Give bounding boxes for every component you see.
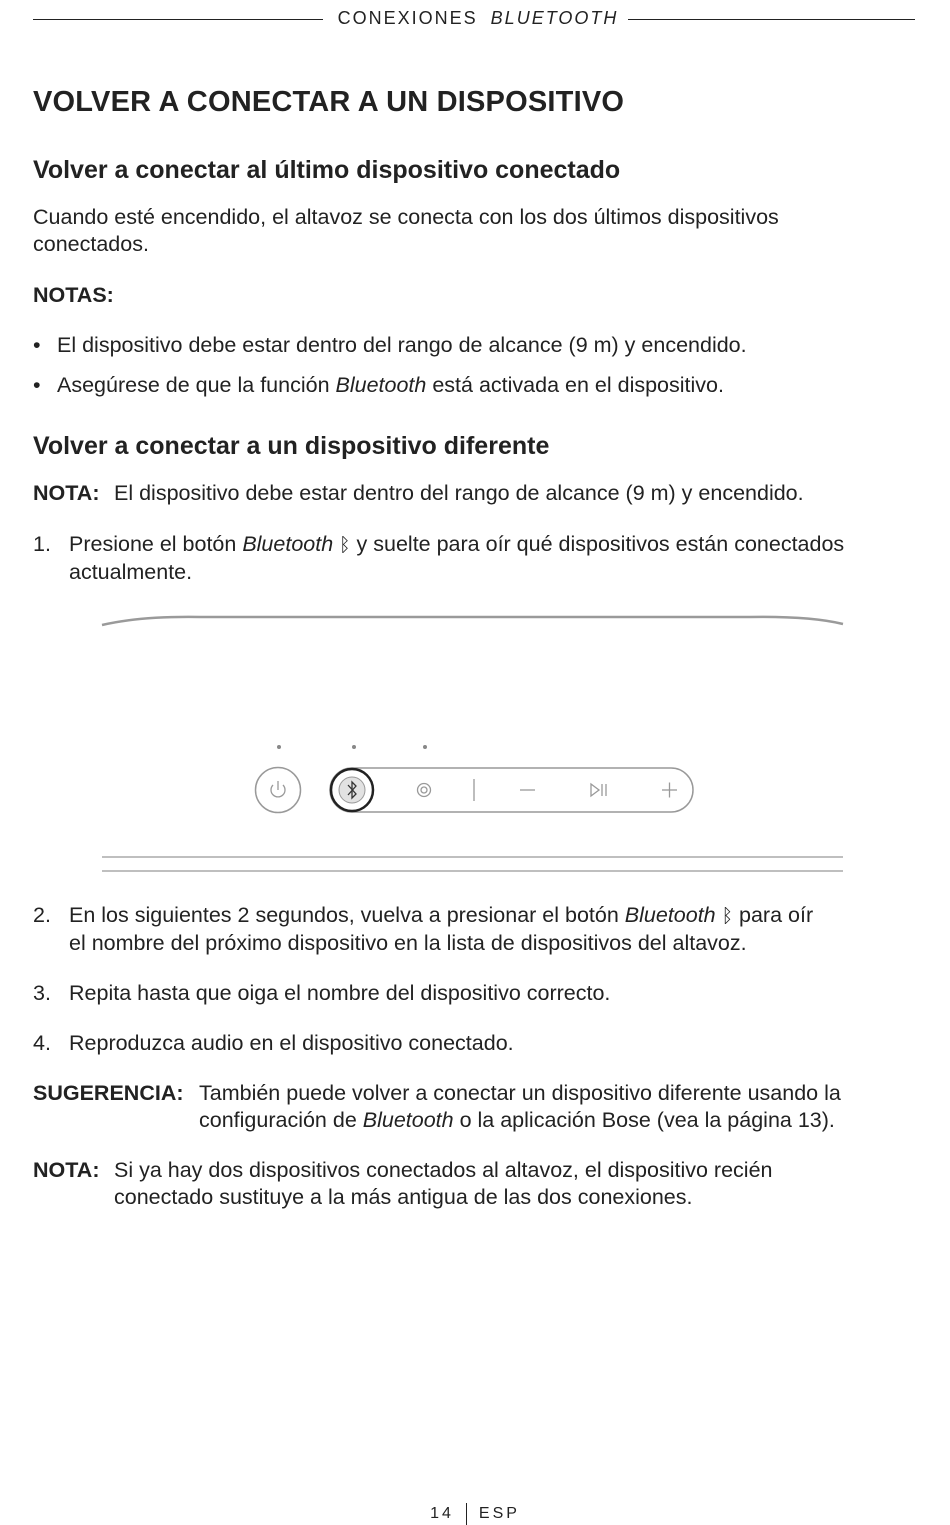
bullet-dot: • <box>33 373 41 397</box>
control-button-bar <box>330 768 693 812</box>
footer-divider <box>466 1503 467 1525</box>
section1-heading: Volver a conectar al último dispositivo conectado <box>33 156 621 184</box>
indicator-light-power <box>277 745 281 749</box>
notes-label: NOTAS: <box>33 283 114 307</box>
speaker-controls-illustration <box>0 600 950 890</box>
bluetooth-icon: ᛒ <box>339 534 351 556</box>
language-code: ESP <box>478 1505 520 1523</box>
speaker-top-edge <box>102 617 843 625</box>
speaker-top-drawing <box>0 600 950 890</box>
section1-paragraph: Cuando esté encendido, el altavoz se conecta con los dos últimos dispositivos conectados. <box>33 205 779 256</box>
running-header: CONEXIONES BLUETOOTH <box>0 8 950 29</box>
note-label: NOTA: <box>33 481 100 505</box>
page-footer <box>0 1503 950 1525</box>
bluetooth-icon: ᛒ <box>721 905 734 927</box>
indicator-light-bluetooth <box>352 745 356 749</box>
bluetooth-button-highlighted <box>331 769 373 811</box>
note-label: NOTA: <box>33 1158 100 1182</box>
page-title: VOLVER A CONECTAR A UN DISPOSITIVO <box>33 86 625 118</box>
tip-label: SUGERENCIA: <box>33 1081 184 1105</box>
section2-heading: Volver a conectar a un dispositivo diferente <box>33 432 550 460</box>
indicator-light-action <box>423 745 427 749</box>
power-button <box>256 768 301 813</box>
page-number: 14 <box>430 1505 454 1523</box>
bullet-dot: • <box>33 333 41 357</box>
